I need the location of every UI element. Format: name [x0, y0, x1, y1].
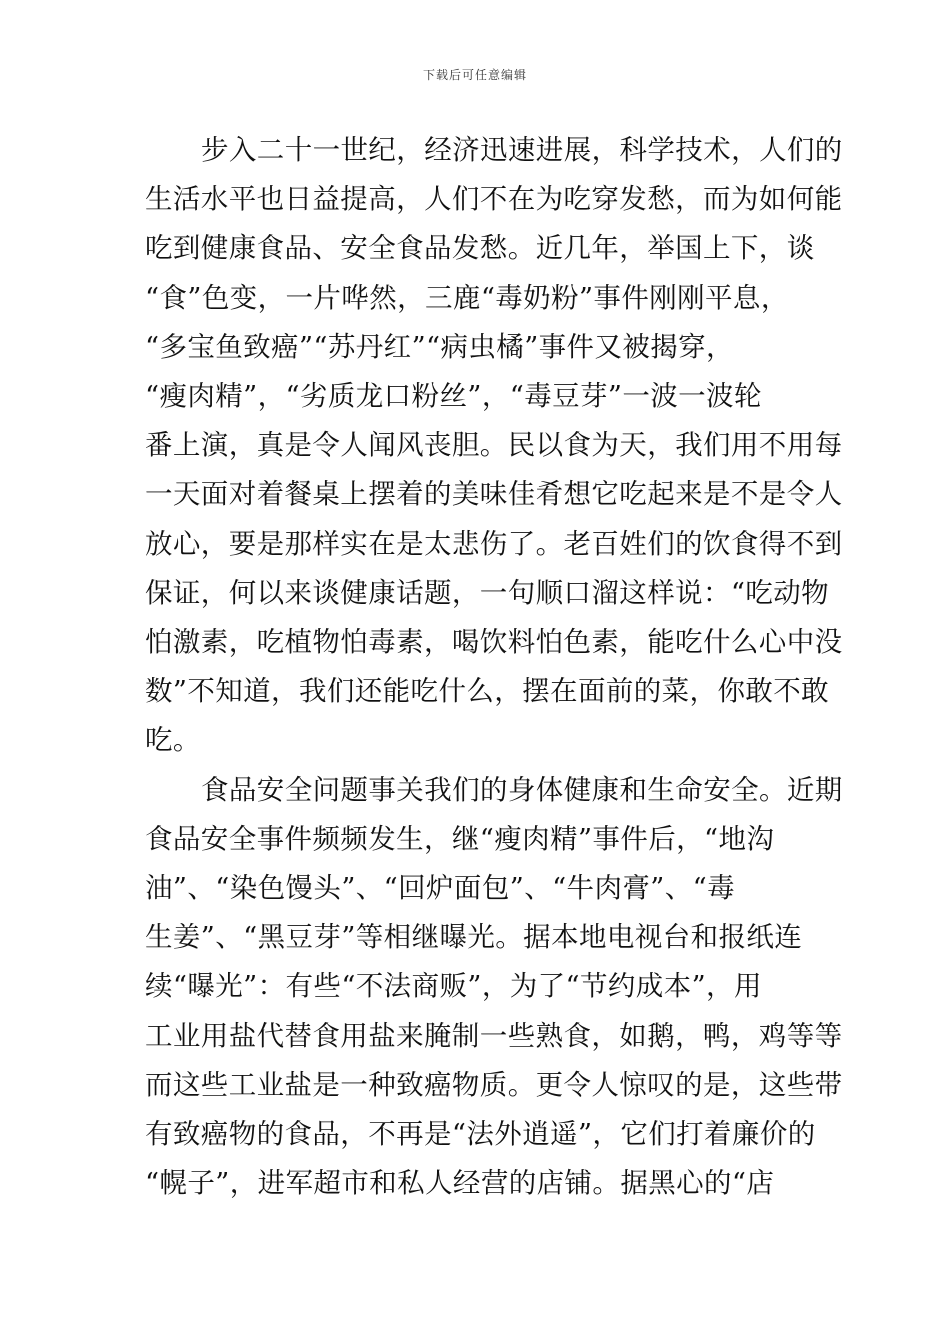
text-line: 数”不知道，我们还能吃什么，摆在面前的菜，你敢不敢	[145, 675, 830, 708]
text-line: 放心，要是那样实在是太悲伤了。老百姓们的饮食得不到	[145, 527, 843, 560]
text-line: 怕激素，吃植物怕毒素，喝饮料怕色素，能吃什么心中没	[145, 626, 843, 659]
text-line: 有致癌物的食品，不再是“法外逍遥”，它们打着廉价的	[145, 1118, 816, 1151]
text-line: 而这些工业盐是一种致癌物质。更令人惊叹的是，这些带	[145, 1068, 843, 1101]
page-header-note: 下载后可任意编辑	[422, 68, 527, 82]
text-line: “食”色变，一片哗然，三鹿“毒奶粉”事件刚刚平息，	[145, 281, 789, 314]
text-line: 生姜”、“黑豆芽”等相继曝光。据本地电视台和报纸连	[145, 921, 803, 954]
text-line: “幌子”，进军超市和私人经营的店铺。据黑心的“店	[145, 1167, 775, 1200]
text-line: “多宝鱼致癌”“苏丹红”“病虫橘”事件又被揭穿，	[145, 330, 734, 363]
text-line: 食品安全问题事关我们的身体健康和生命安全。近期	[201, 773, 843, 806]
paragraph-2	[145, 766, 843, 1209]
text-line: 吃到健康食品、安全食品发愁。近几年，举国上下，谈	[145, 232, 815, 265]
document-body	[145, 126, 843, 1208]
text-line: 番上演，真是令人闻风丧胆。民以食为天，我们用不用每	[145, 429, 843, 462]
text-line: 食品安全事件频频发生，继“瘦肉精”事件后，“地沟	[145, 822, 775, 855]
text-line: 一天面对着餐桌上摆着的美味佳肴想它吃起来是不是令人	[145, 478, 843, 511]
text-line: 步入二十一世纪，经济迅速进展，科学技术，人们的	[201, 134, 843, 166]
text-line: 生活水平也日益提高，人们不在为吃穿发愁，而为如何能	[145, 183, 843, 216]
text-line: 续“曝光”：有些“不法商贩”，为了“节约成本”，用	[145, 970, 762, 1003]
text-line: 吃。	[145, 724, 201, 757]
paragraph-1	[145, 126, 843, 766]
text-line: 工业用盐代替食用盐来腌制一些熟食，如鹅，鸭，鸡等等	[145, 1019, 843, 1052]
text-line: 油”、“染色馒头”、“回炉面包”、“牛肉膏”、“毒	[145, 872, 735, 905]
text-line: “瘦肉精”，“劣质龙口粉丝”，“毒豆芽”一波一波轮	[145, 380, 762, 413]
text-line: 保证，何以来谈健康话题，一句顺口溜这样说：“吃动物	[145, 576, 830, 609]
